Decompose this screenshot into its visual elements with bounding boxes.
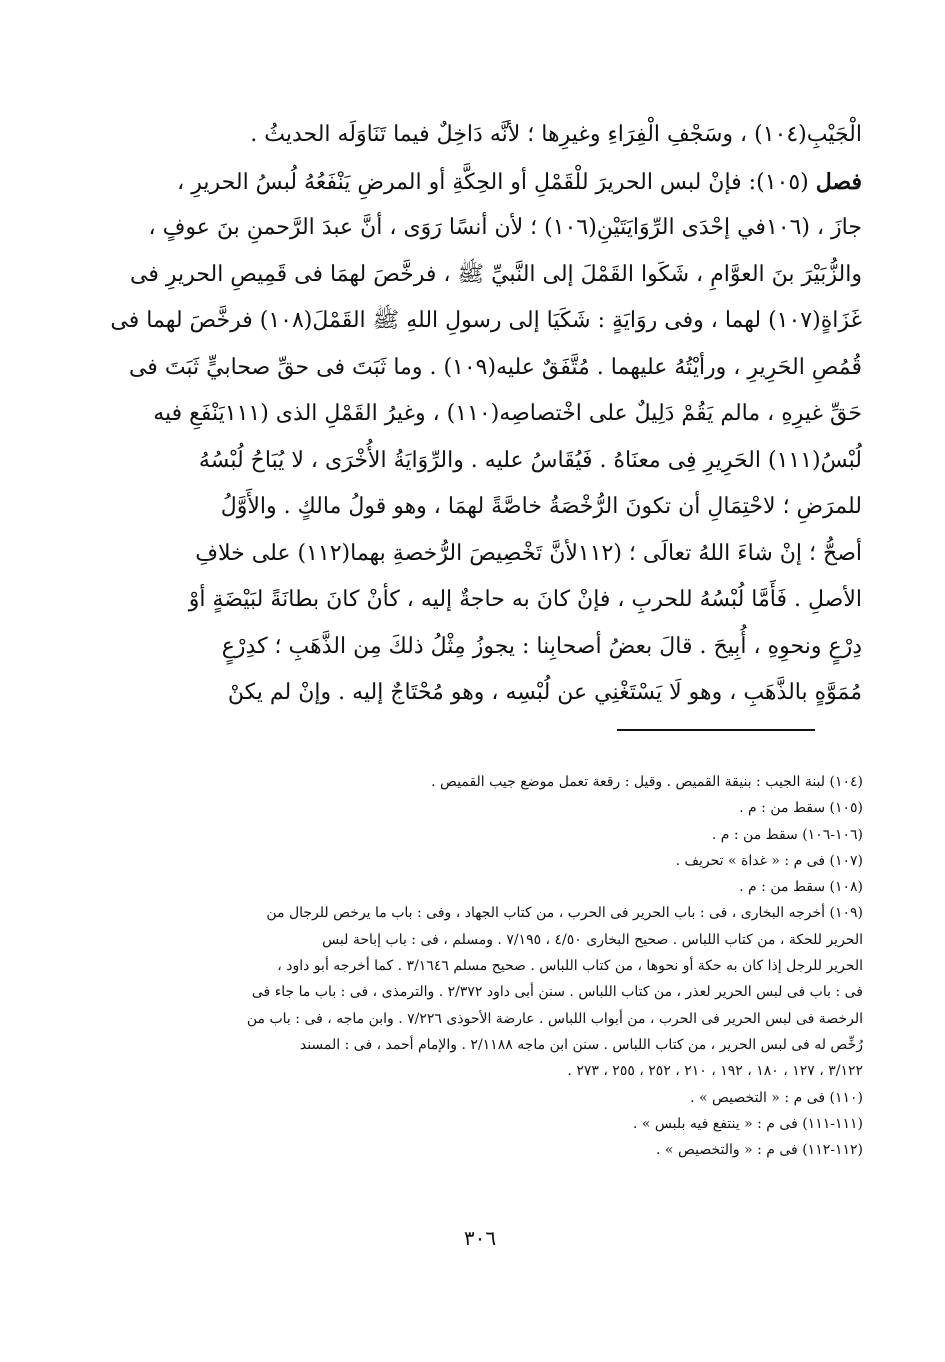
footnote-line: ٣/١٢٢ ، ١٢٧ ، ١٨٠ ، ١٩٢ ، ٢١٠ ، ٢٥٢ ، ٢٥٥ ، ٢٧٣ . <box>567 1063 863 1080</box>
footnote-separator <box>617 729 815 731</box>
footnote-line: (١٠٤) لبنة الجيب : بنيقة القميص . وقيل : رقعة تعمل موضع جيب القميص . <box>431 774 863 790</box>
footnote-line: (١١٢-١١٢) فى م : « والتخصيص » . <box>656 1142 863 1159</box>
text-line: أصحُّ ؛ إنْ شاءَ اللهُ تعالَى ؛ (١١٢لأنَّ تَخْصِيصَ الرُّخصةِ بهما(١١٢) على خلافِ <box>195 540 862 566</box>
text-line: حَقِّ غيرِهِ ، مالم يَقُمْ دَلِيلٌ على اخْتصاصِه(١١٠) ، وغيرُ القَمْلِ الذى (١١١يَنْفَعِ فيه <box>153 401 862 426</box>
text-line: للمرَضِ ؛ لاحْتِمَالِ أن تكونَ الرُّخْصَةُ خاصَّةً لهمَا ، وهو قولُ مالكٍ . والأَوَّلُ <box>220 494 862 519</box>
main-text <box>110 112 862 717</box>
text-line: لُبْسُ(١١١) الحَرِيرِ فِى معنَاهُ . فَيُقَاسُ عليه . والرِّوَايَةُ الأُخْرَى ، لا يُبَاحُ لُبْسُهُ <box>198 447 862 473</box>
footnote-line: (١٠٨) سقط من : م . <box>739 879 863 896</box>
text-line-content: (١٠٥): فإنْ لبس الحريرَ للْقَمْلِ أو الحِكَّةِ أو المرضِ يَنْفَعُهُ لُبسُ الحريرِ ، <box>177 169 809 195</box>
footnote-line: الحرير للحكة ، من كتاب اللباس . صحيح البخارى ٤/٥٠ ، ٧/١٩٥ . ومسلم ، فى : باب إباحة لبس <box>322 931 863 948</box>
footnote-line: (١٠٥) سقط من : م . <box>739 800 863 817</box>
text-line: والزُّبَيْرَ بنَ العوَّامِ ، شَكَوا القَمْلَ إلى النَّبيِّ ﷺ ، فرخَّصَ لهمَا فى قَمِيصِ الحريرِ فى <box>130 261 862 287</box>
footnote-line: الحرير للرجل إذا كان به حكة أو نحوها ، من كتاب اللباس . صحيح مسلم ٣/١٦٤٦ . كما أخرجه أبو داود ، <box>277 958 863 975</box>
text-line: غَزَاةٍ(١٠٧) لهما ، وفى روَايَةٍ : شَكَيَا إلى رسولِ اللهِ ﷺ القَمْلَ(١٠٨) فرخَّصَ لهما فى <box>110 308 862 333</box>
footnotes <box>135 769 863 1163</box>
footnote-line: (١١٠) فى م : « التخصيص » . <box>690 1089 863 1106</box>
text-line: قُمُصِ الحَرِيرِ ، ورأيْتُهُ عليهما . مُتَّفَقٌ عليه(١٠٩) . وما ثَبَتَ فى حقِّ صحابيٍّ ثَبَتَ فى <box>128 354 862 380</box>
text-line: جازَ ، (١٠٦في إحْدَى الرِّوَايَتَيْنِ(١٠٦) ؛ لأن أنسًا رَوَى ، أنَّ عبدَ الرَّحمنِ بنَ عوفٍ ، <box>148 215 862 240</box>
page-number: ٣٠٦ <box>463 1226 497 1250</box>
footnote-line: فى : باب فى لبس الحرير لعذر ، من كتاب اللباس . سنن أبى داود ٢/٣٧٢ . والترمذى ، فى : باب ما جاء فى <box>251 984 863 1001</box>
text-line: الْجَيْبِ(١٠٤) ، وسَجْفِ الْفِرَاءِ وغيرِها ؛ لأنَّه دَاخِلٌ فيما تَنَاوَلَه الحديثُ . <box>250 122 862 147</box>
text-line: دِرْعٍ ونحوِهِ ، أُبِيحَ . قالَ بعضُ أصحابِنا : يجوزُ مِثْلُ ذلكَ مِن الذَّهَبِ ؛ كدِرْعٍ <box>221 633 862 659</box>
text-line: الأصلِ . فَأَمَّا لُبْسُهُ للحربِ ، فإنْ كانَ به حاجةٌ إليه ، كأنْ كانَ بطانَةً لبَيْضَةٍ أوْ <box>188 587 862 612</box>
footnote-line: (١٠٧) فى م : « غداة » تحريف . <box>675 852 863 869</box>
text-line-with-section <box>138 159 862 206</box>
text-line: مُمَوَّهٍ بالذَّهَبِ ، وهو لَا يَسْتَغْنِي عن لُبْسِه ، وهو مُحْتَاجٌ إليه . وإنْ لم يكنْ <box>227 680 862 705</box>
footnote-line: (١٠٦-١٠٦) سقط من : م . <box>711 826 863 843</box>
footnote-line: (١٠٩) أخرجه البخارى ، فى : باب الحرير فى الحرب ، من كتاب الجهاد ، وفى : باب ما يرخص للرجال من <box>266 905 863 922</box>
footnote-line: الرخصة فى لبس الحرير فى الحرب ، من أبواب اللباس . عارضة الأحوذى ٧/٢٢٦ . وابن ماجه ، فى : باب من <box>246 1010 863 1027</box>
footnote-line: رُخِّص له فى لبس الحرير ، من كتاب اللباس . سنن ابن ماجه ٢/١١٨٨ . والإمام أحمد ، فى : المسند <box>299 1036 863 1053</box>
footnote-line: (١١١-١١١) فى م : « ينتفع فيه بلبس » . <box>632 1115 863 1132</box>
section-heading: فصل <box>815 168 862 195</box>
